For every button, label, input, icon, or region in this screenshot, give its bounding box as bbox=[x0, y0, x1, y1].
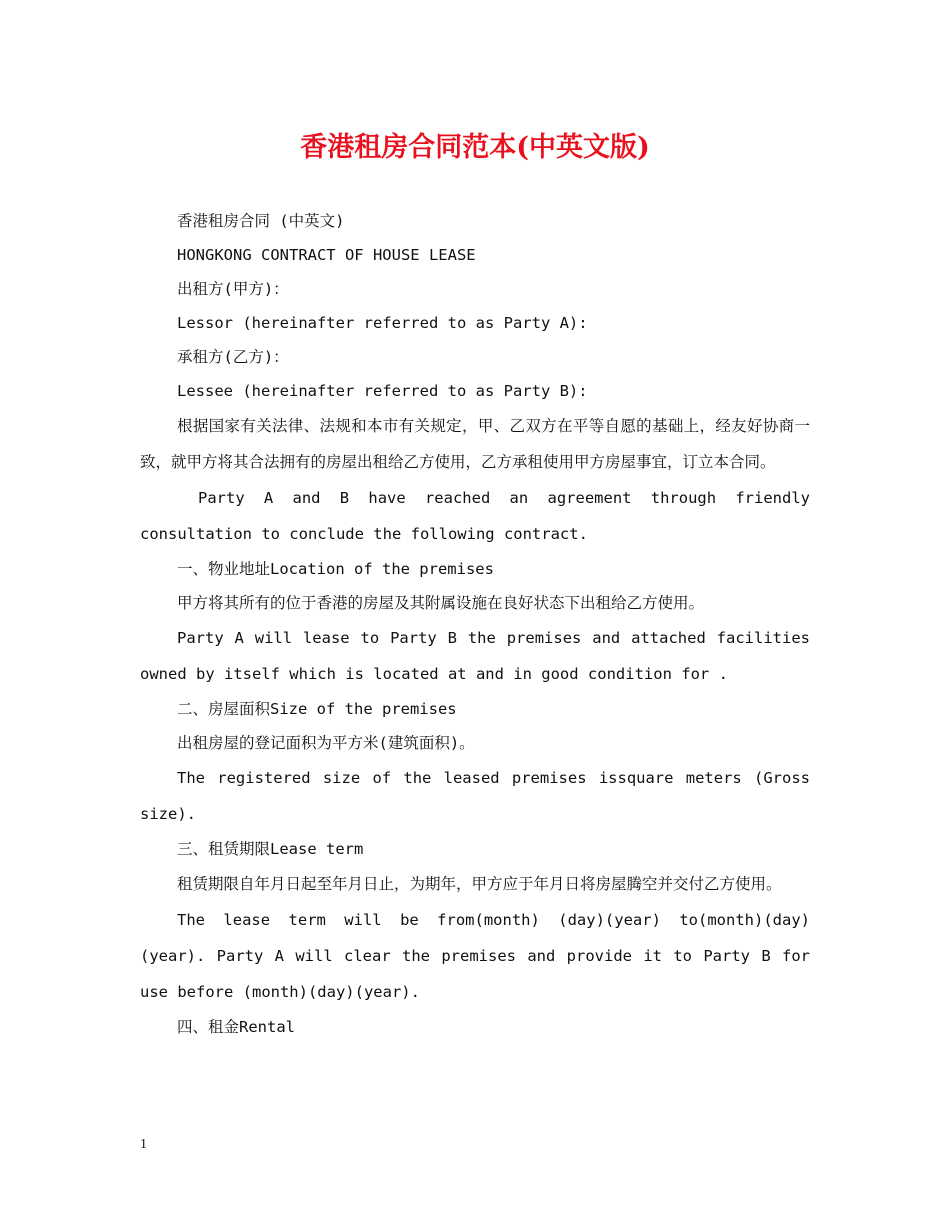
paragraph-lessee-cn: 承租方(乙方)： bbox=[177, 348, 289, 366]
paragraph-location-cn: 甲方将其所有的位于香港的房屋及其附属设施在良好状态下出租给乙方使用。 bbox=[177, 594, 705, 612]
section-heading-lease-term: 三、租赁期限Lease term bbox=[177, 840, 364, 858]
section-heading-rental: 四、租金Rental bbox=[177, 1018, 295, 1036]
paragraph-contract-heading-en: HONGKONG CONTRACT OF HOUSE LEASE bbox=[177, 246, 476, 264]
page-number: 1 bbox=[140, 1137, 147, 1152]
document-title: 香港租房合同范本(中英文版) bbox=[300, 132, 650, 163]
paragraph-lessor-cn: 出租方(甲方)： bbox=[177, 280, 289, 298]
document-body bbox=[140, 204, 810, 1044]
paragraph-lease-term-en: The lease term will be from(month) (day)(year) to(month)(day)(year). Party A will clear the premises and provide it to Party B for use before (month)(day)(year). bbox=[140, 911, 810, 1001]
section-heading-size: 二、房屋面积Size of the premises bbox=[177, 700, 457, 718]
paragraph-lessee-en: Lessee (hereinafter referred to as Party B): bbox=[177, 382, 588, 400]
paragraph-size-en: The registered size of the leased premises issquare meters (Gross size). bbox=[140, 769, 810, 823]
section-heading-location: 一、物业地址Location of the premises bbox=[177, 560, 494, 578]
paragraph-size-cn: 出租房屋的登记面积为平方米(建筑面积)。 bbox=[177, 734, 475, 752]
paragraph-location-en: Party A will lease to Party B the premises and attached facilities owned by itself which is located at and in good condition for . bbox=[140, 629, 810, 683]
paragraph-contract-heading-cn: 香港租房合同 (中英文) bbox=[177, 212, 345, 230]
paragraph-preamble-cn: 根据国家有关法律、法规和本市有关规定，甲、乙双方在平等自愿的基础上，经友好协商一致，就甲方将其合法拥有的房屋出租给乙方使用，乙方承租使用甲方房屋事宜，订立本合同。 bbox=[140, 417, 810, 471]
paragraph-preamble-en: Party A and B have reached an agreement through friendly consultation to conclude the following contract. bbox=[140, 489, 810, 543]
paragraph-lease-term-cn: 租赁期限自年月日起至年月日止，为期年，甲方应于年月日将房屋腾空并交付乙方使用。 bbox=[177, 875, 782, 893]
paragraph-lessor-en: Lessor (hereinafter referred to as Party A): bbox=[177, 314, 588, 332]
